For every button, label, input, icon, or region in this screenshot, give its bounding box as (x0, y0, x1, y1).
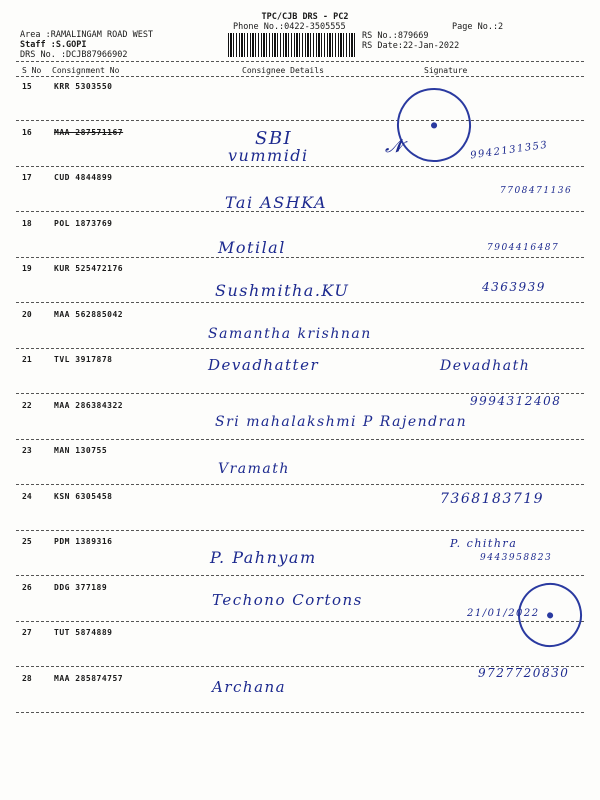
row-divider (16, 302, 584, 303)
hw-r23-name: Vramath (218, 461, 290, 477)
hw-r15-name: SBI (255, 128, 293, 149)
row-consignment-no: TUT 5874889 (54, 628, 113, 637)
row-divider (16, 257, 584, 258)
row-sno: 27 (22, 628, 32, 637)
hw-r26-name: Techono Cortons (212, 591, 363, 609)
row-divider (16, 530, 584, 531)
column-rule (16, 76, 584, 77)
row-divider (16, 621, 584, 622)
row-divider (16, 120, 584, 121)
row-sno: 23 (22, 446, 32, 455)
row-sno: 19 (22, 264, 32, 273)
row-divider (16, 712, 584, 713)
staff-label: Staff :S.GOPI (20, 40, 87, 50)
row-sno: 15 (22, 82, 32, 91)
insurance-stamp: ⬤ (391, 82, 477, 168)
row-consignment-no: PDM 1389316 (54, 537, 113, 546)
row-sno: 22 (22, 400, 32, 410)
hw-r18-name: Motilal (218, 238, 286, 257)
row-consignment-no: KRR 5303550 (54, 82, 113, 91)
hw-r16-phone: 9942131353 (469, 139, 550, 162)
row-sno: 21 (22, 355, 32, 364)
hw-r19-name: Sushmitha.KU (215, 281, 350, 300)
row-divider (16, 575, 584, 576)
hw-r26-date: 21/01/2022 (467, 608, 540, 619)
barcode (228, 33, 356, 57)
col-consignment: Consignment No (52, 66, 120, 75)
hw-r20-name: Samantha krishnan (208, 326, 372, 342)
row-consignment-no: CUD 4844899 (54, 173, 113, 182)
header-rule (16, 61, 584, 62)
col-signature: Signature (424, 66, 468, 75)
row-sno: 18 (22, 218, 32, 228)
hw-r16-name: vummidi (228, 146, 309, 165)
table-row (16, 219, 584, 265)
row-sno: 26 (22, 582, 32, 592)
row-consignment-no: MAA 286384322 (54, 400, 124, 410)
row-consignment-no: KSN 6305458 (54, 491, 113, 501)
row-divider (16, 484, 584, 485)
hw-r21-name: Devadhatter (208, 356, 320, 374)
hw-r28-phone: 9727720830 (478, 666, 570, 680)
hw-r22-phone: 9994312408 (470, 394, 562, 408)
hw-r25-phone: 9443958823 (480, 553, 553, 563)
row-consignment-no: MAN 130755 (54, 446, 108, 455)
row-consignment-no: MAA 562885042 (54, 309, 124, 319)
document-title: TPC/CJB DRS - PC2 (261, 12, 349, 22)
table-row (16, 82, 584, 128)
rs-number: RS No.:879669 (362, 31, 429, 41)
row-sno: 25 (22, 537, 32, 546)
row-divider (16, 348, 584, 349)
row-sno: 20 (22, 309, 32, 319)
hw-r18-phone: 7904416487 (487, 243, 560, 253)
table-row (16, 446, 584, 492)
hw-r17-phone: 7708471136 (500, 186, 573, 196)
hw-r25-name: P. Pahnyam (210, 548, 317, 567)
hw-r16-sign: 𝓝 (385, 136, 404, 157)
hw-r25-sign: P. chithra (450, 537, 518, 550)
col-sno: S No (22, 66, 42, 75)
hw-r28-name: Archana (212, 678, 287, 696)
hw-r19-phone: 4363939 (482, 280, 546, 294)
hw-r21-sign: Devadhath (440, 358, 531, 374)
row-consignment-no: MAA 285874757 (54, 673, 124, 683)
col-consignee: Consignee Details (242, 66, 324, 75)
row-sno: 17 (22, 173, 32, 182)
hw-r24-phone: 7368183719 (440, 491, 545, 507)
row-consignment-no: DDG 377189 (54, 582, 108, 592)
hw-r22-name: Sri mahalakshmi P Rajendran (215, 414, 468, 430)
row-divider (16, 439, 584, 440)
row-consignment-no: POL 1873769 (54, 218, 113, 228)
row-consignment-no: TVL 3917878 (54, 355, 113, 364)
table-row (16, 674, 584, 720)
rs-date: RS Date:22-Jan-2022 (362, 41, 460, 51)
page-number: Page No.:2 (452, 22, 504, 32)
phone-number: Phone No.:0422-3505555 (233, 22, 346, 32)
row-divider (16, 166, 584, 167)
drs-number: DRS No. :DCJB87966902 (20, 50, 128, 60)
company-stamp: ⬤ (511, 576, 589, 654)
row-consignment-no: KUR 525472176 (54, 264, 124, 273)
row-sno: 28 (22, 673, 32, 683)
area-label: Area :RAMALINGAM ROAD WEST (20, 30, 154, 40)
row-sno: 16 (22, 127, 32, 137)
row-consignment-no: MAA 287571167 (54, 127, 124, 137)
row-sno: 24 (22, 491, 32, 501)
hw-r17-name: Tai ASHKA (225, 193, 327, 212)
